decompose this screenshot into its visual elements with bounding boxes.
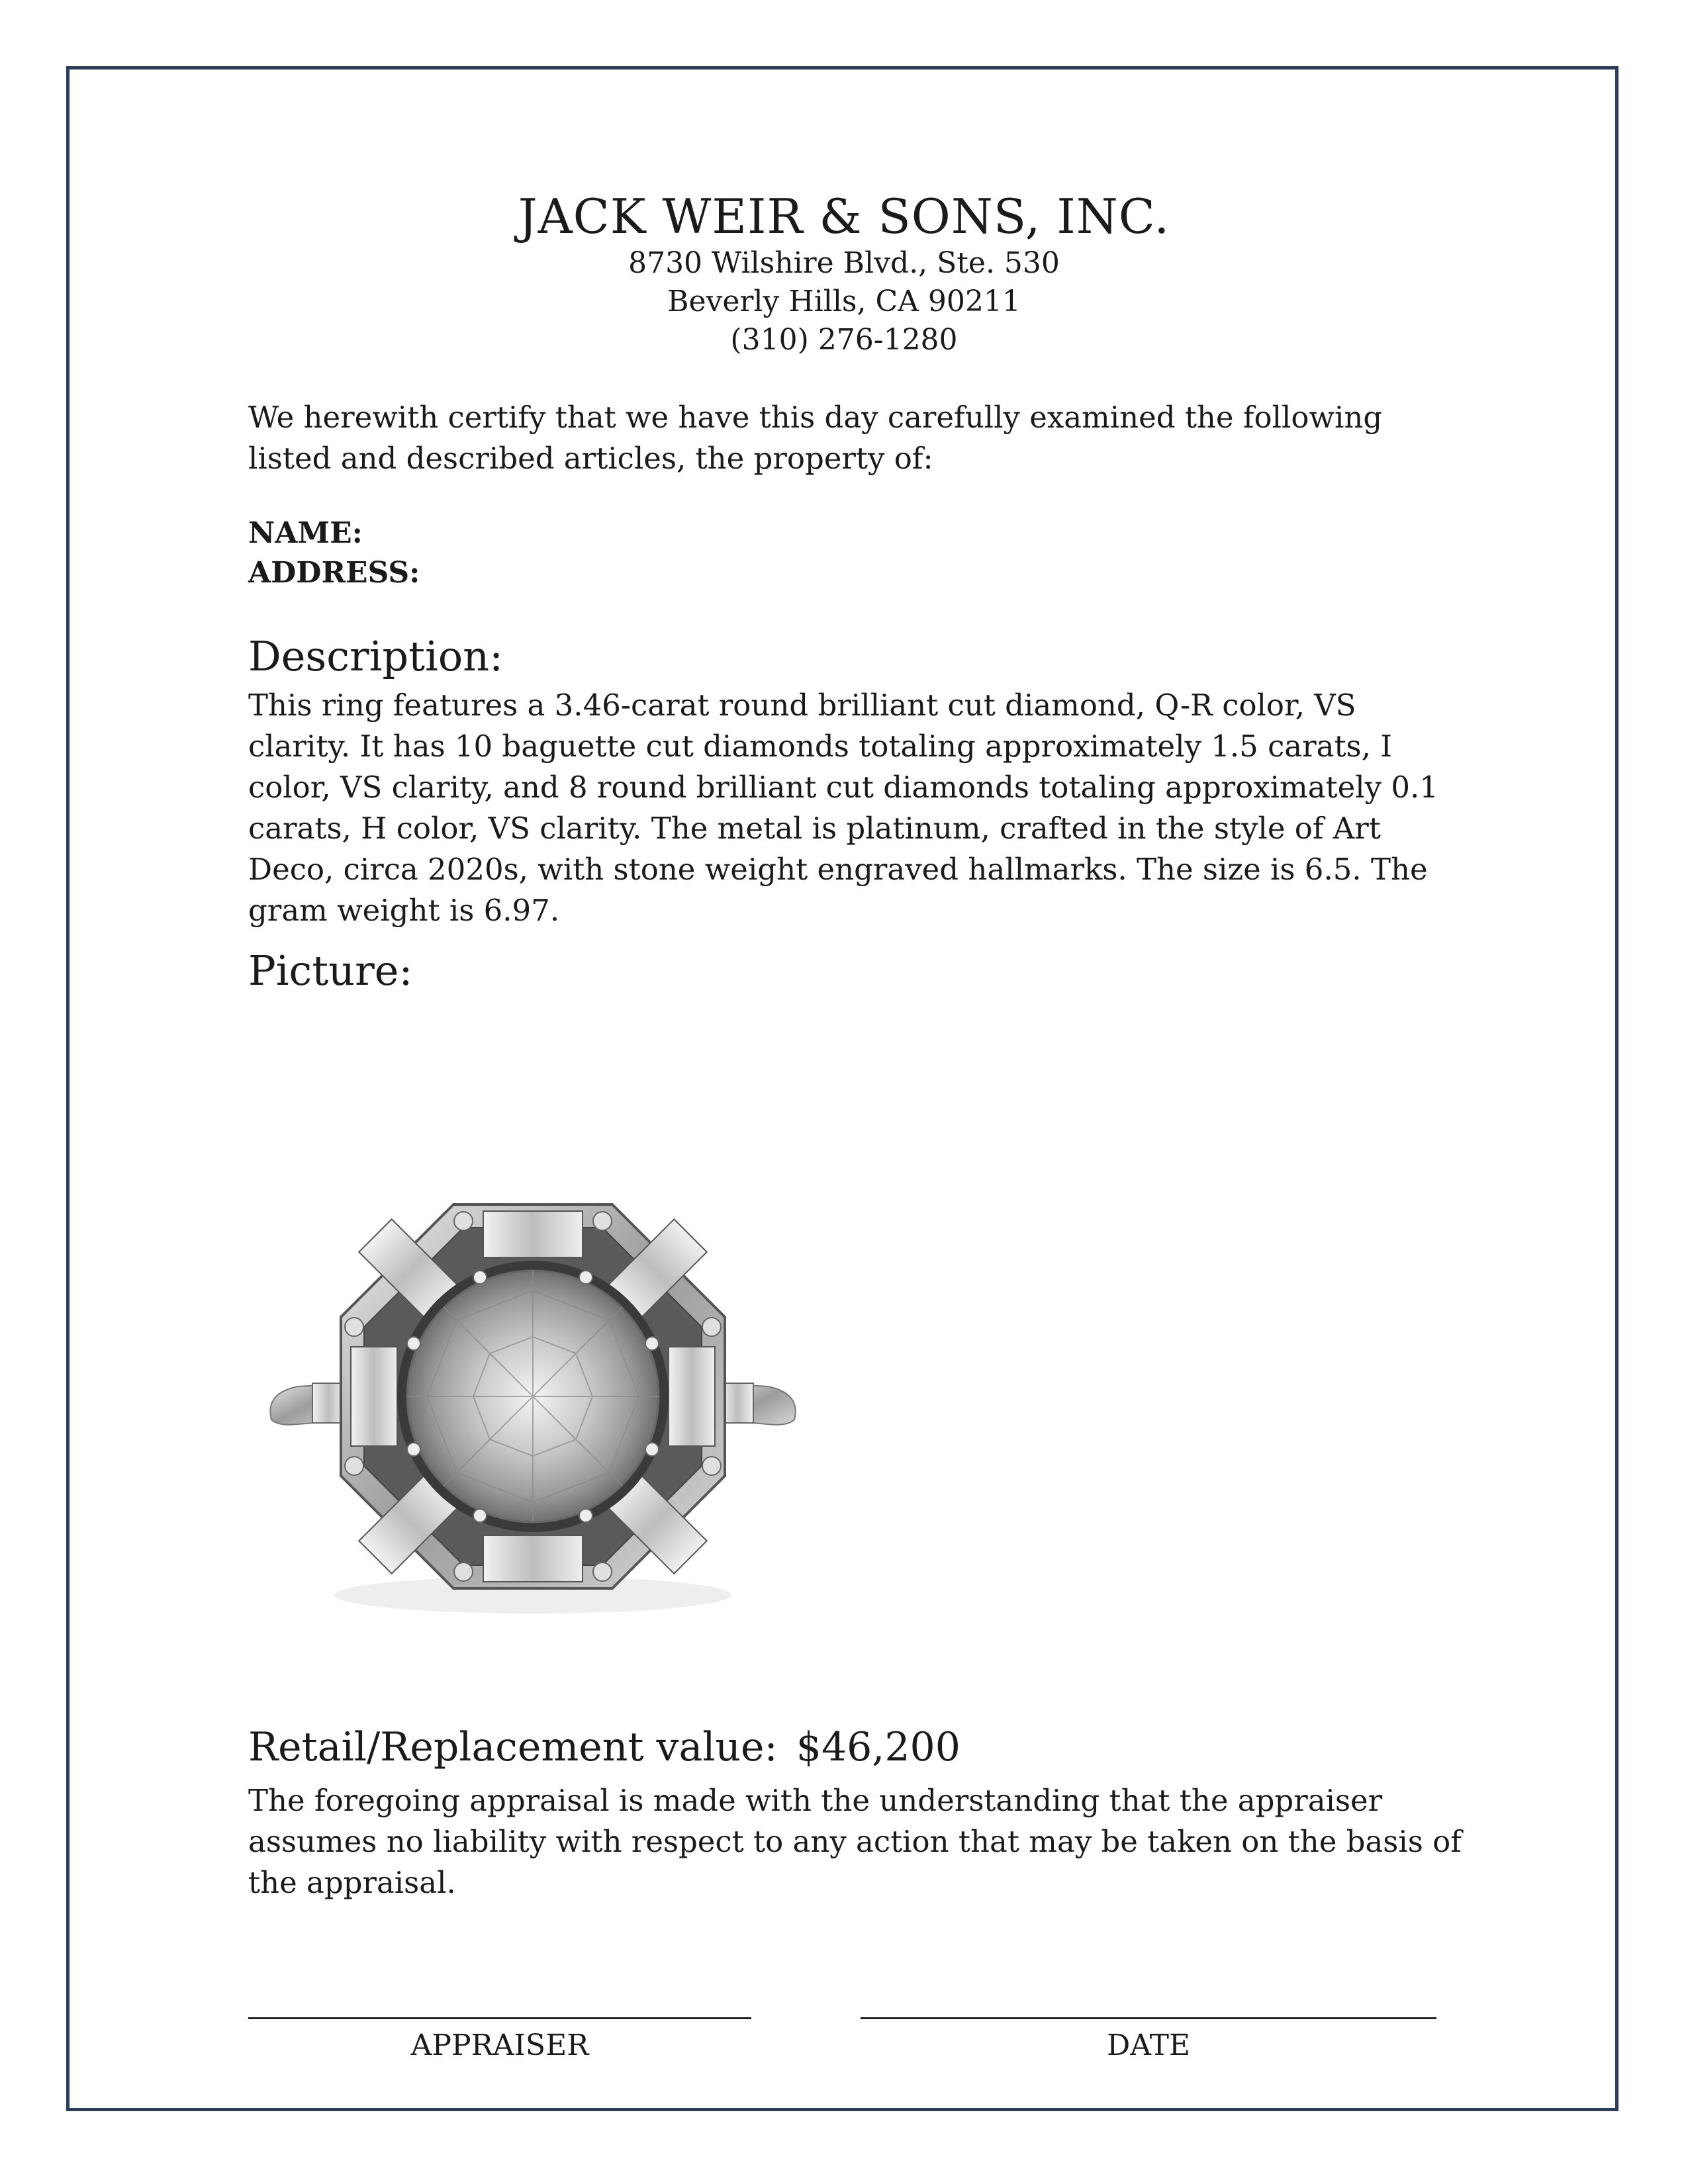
name-label: NAME: bbox=[248, 516, 363, 550]
company-address-line2: Beverly Hills, CA 90211 bbox=[667, 285, 1021, 318]
valuation-row bbox=[248, 1724, 961, 1770]
address-label: ADDRESS: bbox=[248, 556, 420, 590]
date-signature-line bbox=[861, 2017, 1436, 2019]
appraiser-label: APPRAISER bbox=[410, 2028, 589, 2062]
picture-heading: Picture: bbox=[248, 946, 413, 995]
valuation-label: Retail/Replacement value: bbox=[248, 1724, 778, 1770]
certification-intro: We herewith certify that we have this day carefully examined the following listed and described articles, the property of: bbox=[248, 400, 1383, 476]
ring-photo bbox=[252, 1165, 834, 1641]
description-heading: Description: bbox=[248, 632, 503, 680]
company-phone: (310) 276-1280 bbox=[730, 323, 958, 357]
description-text: This ring features a 3.46-carat round brilliant cut diamond, Q-R color, VS clarity. It has 10 baguette cut diamonds totaling approximately 1.5 carats, I color, VS clarity, and 8 round brilliant cut diamonds totaling approximately 0.1 carats, H color, VS clarity. The metal is platinum, crafted in the style of Art Deco, circa 2020s, with stone weight engraved hallmarks. The size is 6.5. The gram weight is 6.97. bbox=[248, 688, 1438, 928]
date-label: DATE bbox=[1106, 2028, 1191, 2062]
disclaimer-text: The foregoing appraisal is made with the understanding that the appraiser assumes no liability with respect to any action that may be taken on the basis of the appraisal. bbox=[248, 1783, 1462, 1900]
company-address-line1: 8730 Wilshire Blvd., Ste. 530 bbox=[628, 246, 1060, 280]
company-name: JACK WEIR & SONS, INC. bbox=[518, 189, 1170, 244]
valuation-amount: $46,200 bbox=[796, 1724, 961, 1770]
appraiser-signature-line bbox=[248, 2017, 751, 2019]
